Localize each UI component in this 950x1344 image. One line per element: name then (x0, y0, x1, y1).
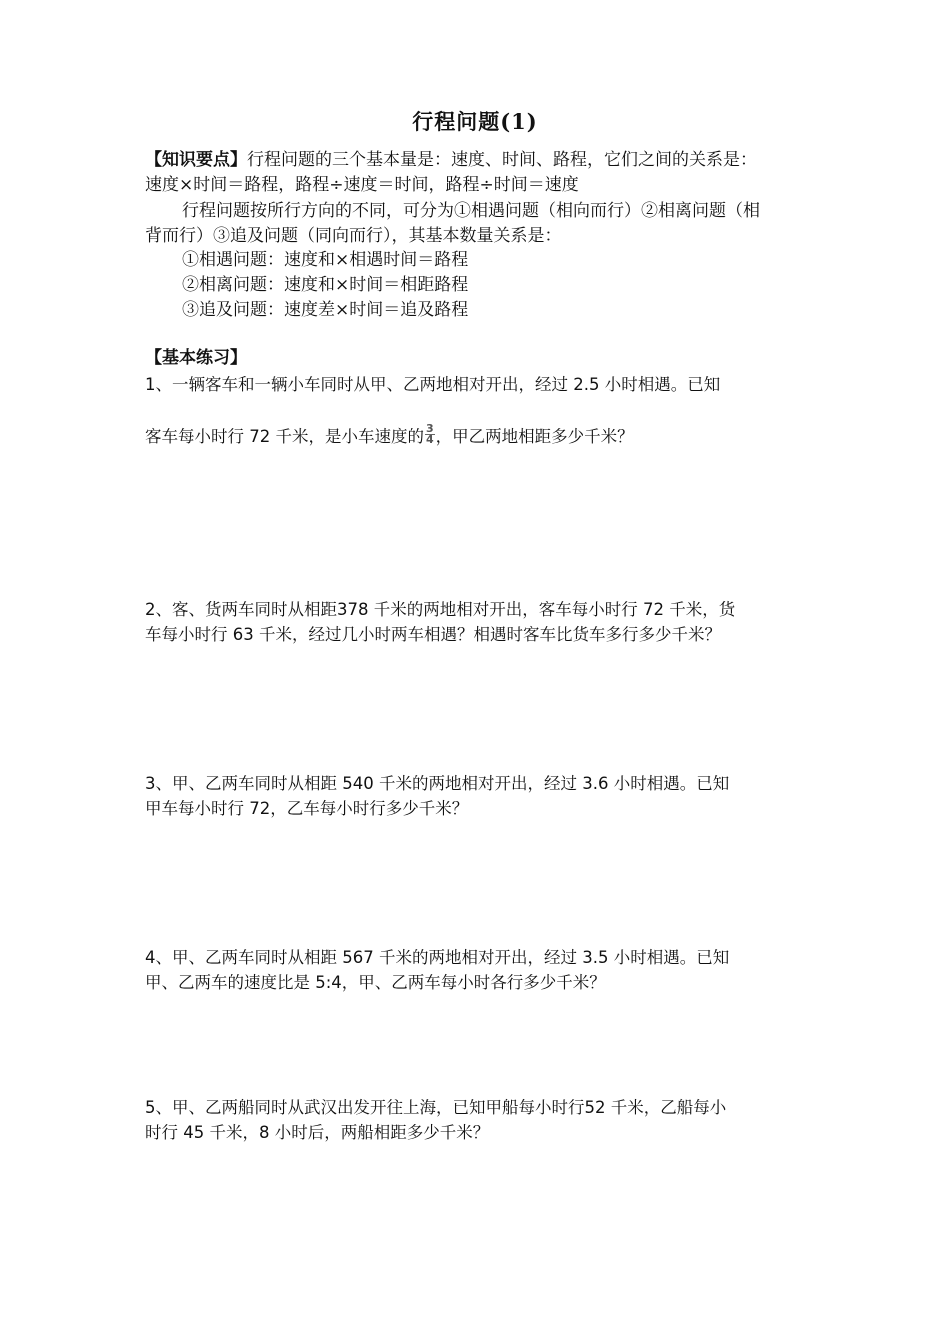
question-2-line-2: 车每小时行 63 千米，经过几小时两车相遇？相遇时客车比货车多行多少千米？ (145, 625, 721, 644)
page-title: 行程问题(1) (412, 109, 538, 134)
practice-heading: 【基本练习】 (145, 348, 247, 368)
knowledge-line-1: 【知识要点】行程问题的三个基本量是：速度、时间、路程，它们之间的关系是： (145, 150, 757, 170)
question-1-line-2: 客车每小时行 72 千米，是小车速度的 $\frac{3}{4}$ ，甲乙两地相距多少千米？ (145, 422, 634, 446)
knowledge-line-2: 速度×时间＝路程，路程÷速度＝时间，路程÷时间＝速度 (145, 175, 579, 195)
rule-chasing: ③追及问题：速度差×时间＝追及路程 (182, 300, 469, 320)
question-2-line-1: 2、客、货两车同时从相距378 千米的两地相对开出，客车每小时行 72 千米，货 (145, 600, 736, 619)
rule-separating: ②相离问题：速度和×时间＝相距路程 (182, 275, 469, 295)
question-5-line-2: 时行 45 千米，8 小时后，两船相距多少千米？ (145, 1123, 490, 1142)
fraction-three-quarters: $\frac{3}{4}$ (426, 422, 434, 446)
question-3-line-2: 甲车每小时行 72，乙车每小时行多少千米？ (145, 799, 469, 818)
knowledge-line-4: 背而行）③追及问题（同向而行），其基本数量关系是： (145, 226, 562, 246)
question-1-line-1: 1、一辆客车和一辆小车同时从甲、乙两地相对开出，经过 2.5 小时相遇。已知 (145, 375, 721, 394)
question-3-line-1: 3、甲、乙两车同时从相距 540 千米的两地相对开出，经过 3.6 小时相遇。已知 (145, 774, 730, 793)
knowledge-line-3: 行程问题按所行方向的不同，可分为①相遇问题（相向而行）②相离问题（相 (182, 201, 760, 221)
question-5-line-1: 5、甲、乙两船同时从武汉出发开往上海，已知甲船每小时行52 千米，乙船每小 (145, 1098, 727, 1117)
rule-meeting: ①相遇问题：速度和×相遇时间＝路程 (182, 250, 469, 270)
question-4-line-2: 甲、乙两车的速度比是 5:4，甲、乙两车每小时各行多少千米？ (145, 973, 606, 992)
question-4-line-1: 4、甲、乙两车同时从相距 567 千米的两地相对开出，经过 3.5 小时相遇。已知 (145, 948, 730, 967)
knowledge-heading: 【知识要点】 (145, 150, 247, 170)
